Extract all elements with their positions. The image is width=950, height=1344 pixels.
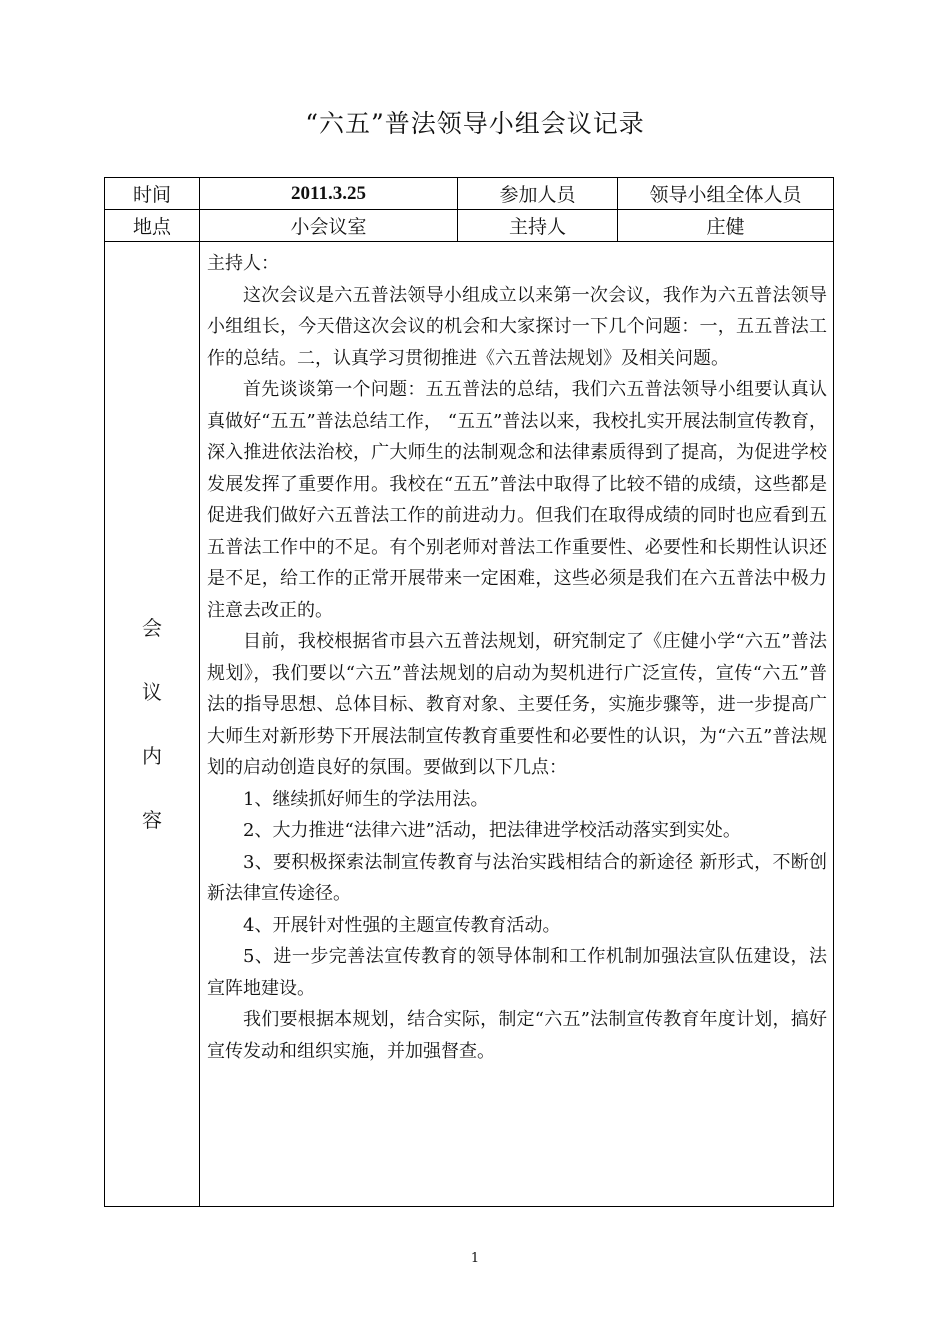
- minutes-table: [104, 177, 834, 1207]
- content-row: [105, 242, 834, 1207]
- speaker-line: 主持人：: [207, 253, 279, 274]
- side-label-char: 会: [142, 616, 162, 640]
- paragraph: 目前，我校根据省市县六五普法规划，研究制定了《庄健小学“六五”普法规划》，我们要以“六五”普法规划的启动为契机进行广泛宣传，宣传“六五”普法的指导思想、总体目标、教育对象、主要任务，实施步骤等，进一步提高广大师生对新形势下开展法制宣传教育重要性和必要性的认识，为“六五”普法规划的启动创造良好的氛围。要做到以下几点：: [207, 631, 827, 778]
- time-value: 2011.3.25: [200, 178, 458, 210]
- paragraph: 我们要根据本规划，结合实际，制定“六五”法制宣传教育年度计划，搞好宣传发动和组织实施，并加强督查。: [207, 1009, 827, 1062]
- side-label-char: 内: [142, 744, 162, 768]
- list-item: 3、要积极探索法制宣传教育与法治实践相结合的新途径 新形式，不断创新法律宣传途径。: [207, 851, 827, 904]
- participants-value: 领导小组全体人员: [618, 178, 834, 210]
- place-label: 地点: [105, 210, 200, 242]
- host-value: 庄健: [618, 210, 834, 242]
- place-value: 小会议室: [200, 210, 458, 242]
- meeting-content-label: [105, 242, 200, 1207]
- list-item: 2、大力推进“法律六进”活动，把法律进学校活动落实到实处。: [243, 820, 741, 841]
- paragraph: 首先谈谈第一个问题：五五普法的总结，我们六五普法领导小组要认真认真做好“五五”普法总结工作， “五五”普法以来，我校扎实开展法制宣传教育，深入推进依法治校，广大师生的法制观念和法律素质得到了提高，为促进学校发展发挥了重要作用。我校在“五五”普法中取得了比较不错的成绩，这些都是促进我们做好六五普法工作的前进动力。但我们在取得成绩的同时也应看到五五普法工作中的不足。有个别老师对普法工作重要性、必要性和长期性认识还是不足，给工作的正常开展带来一定困难，这些必须是我们在六五普法中极力注意去改正的。: [207, 379, 827, 621]
- participants-label: 参加人员: [458, 178, 618, 210]
- list-item: 1、继续抓好师生的学法用法。: [243, 788, 489, 810]
- list-item: 4、开展针对性强的主题宣传教育活动。: [243, 914, 561, 936]
- header-row-2: [105, 210, 834, 242]
- header-row-1: [105, 178, 834, 210]
- time-label: 时间: [105, 178, 200, 210]
- paragraph: 这次会议是六五普法领导小组成立以来第一次会议，我作为六五普法领导小组组长，今天借这次会议的机会和大家探讨一下几个问题：一，五五普法工作的总结。二，认真学习贯彻推进《六五普法规划》及相关问题。: [207, 284, 827, 369]
- host-label: 主持人: [458, 210, 618, 242]
- page-number: 1: [470, 1251, 480, 1266]
- meeting-content: [200, 242, 834, 1207]
- list-item: 5、进一步完善法宣传教育的领导体制和工作机制加强法宣队伍建设，法宣阵地建设。: [207, 946, 827, 999]
- document-title: “六五”普法领导小组会议记录: [305, 109, 645, 138]
- side-label-char: 议: [142, 680, 162, 704]
- side-label-char: 容: [142, 808, 162, 832]
